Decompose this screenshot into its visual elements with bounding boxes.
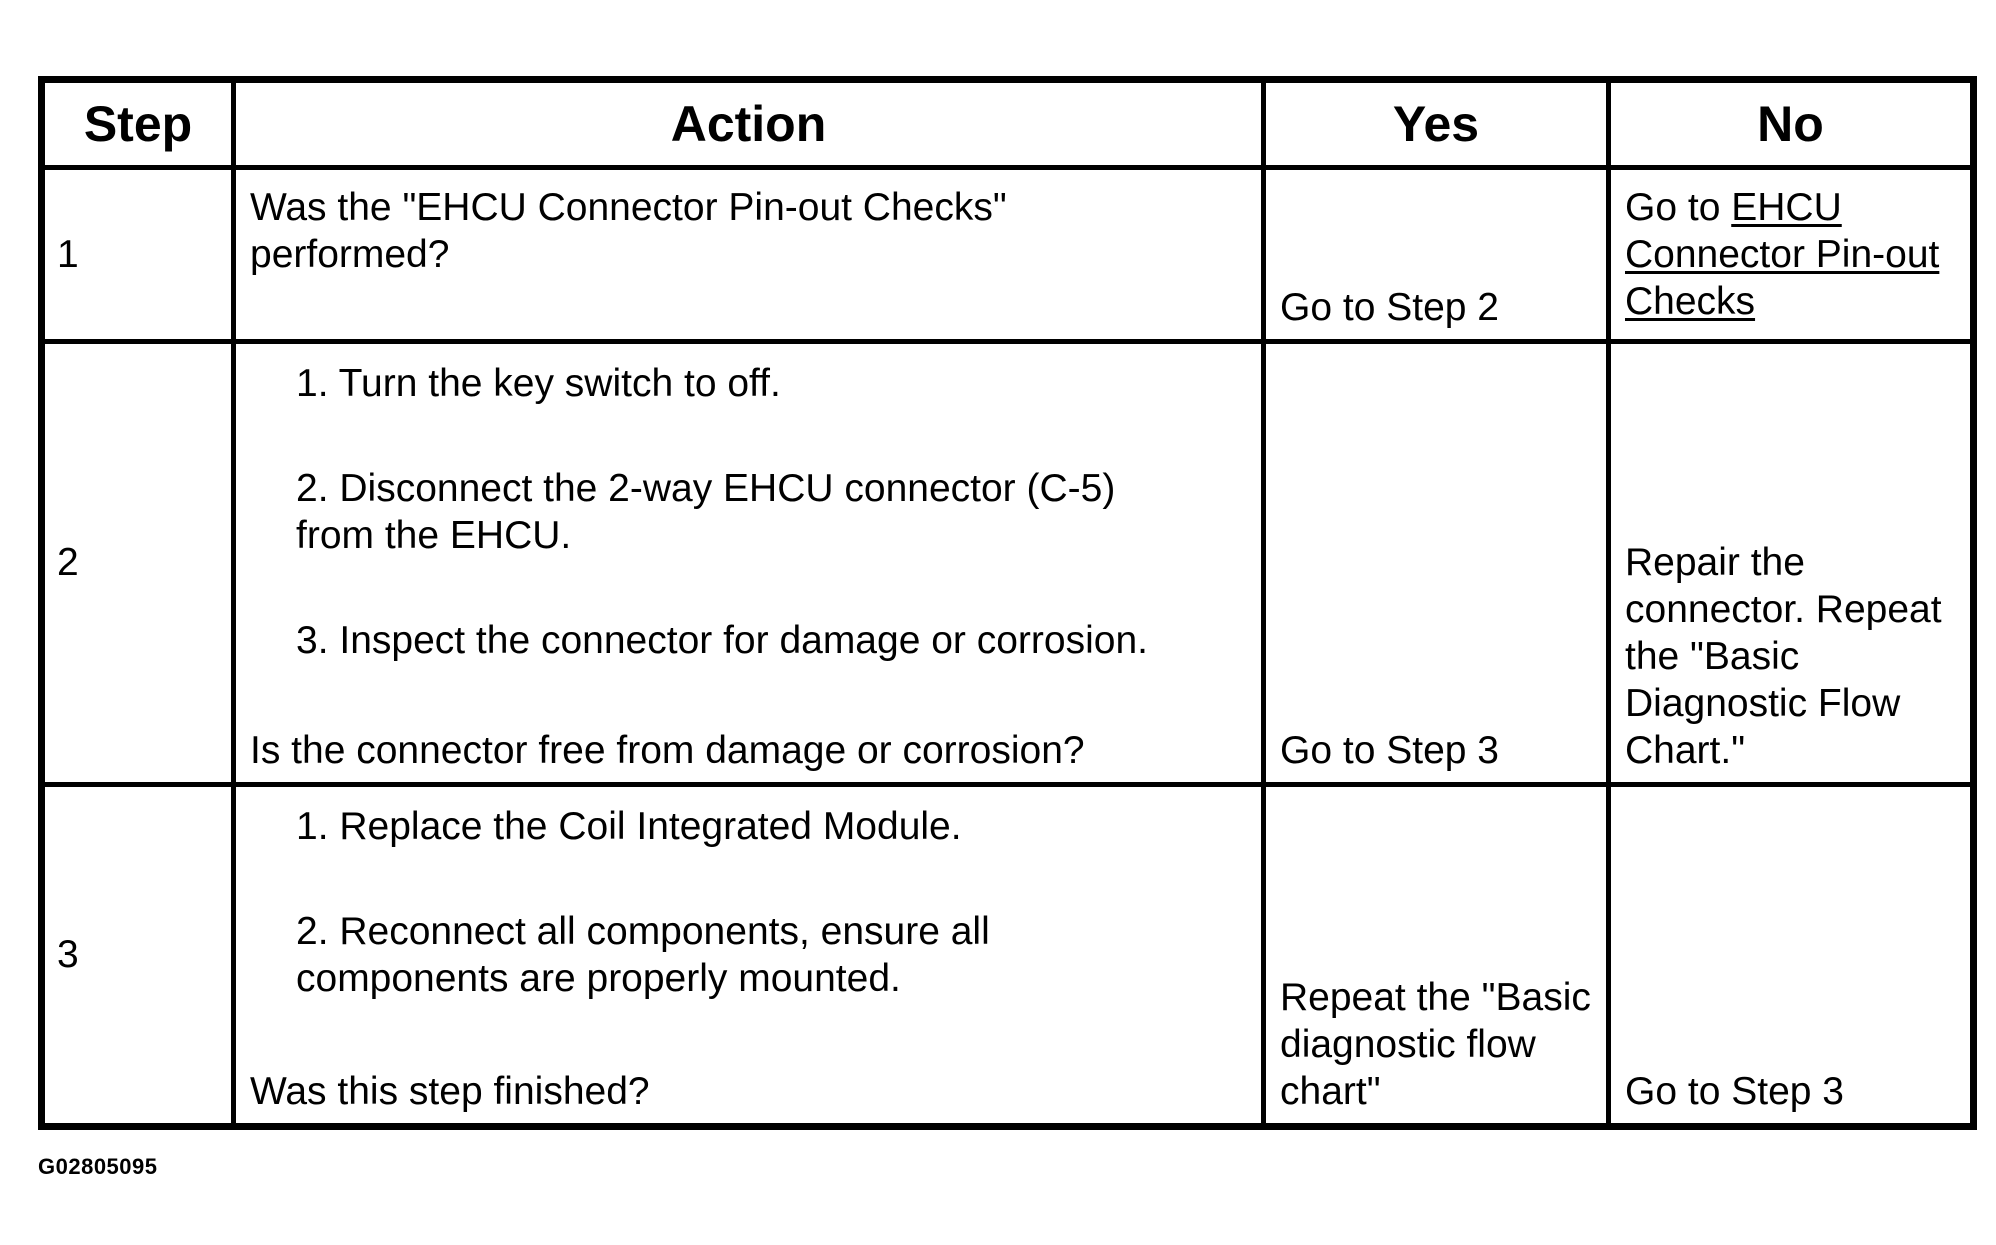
yes-text: Go to Step 3 xyxy=(1280,728,1499,772)
yes-cell xyxy=(1280,787,1592,1123)
ehcu-connector-pinout-checks-link[interactable]: EHCU Connector Pin-out Checks xyxy=(1625,186,1940,323)
action-substep: 3. Inspect the connector for damage or corrosion. xyxy=(296,619,1148,663)
action-question: Was this step finished? xyxy=(250,1070,650,1113)
no-cell xyxy=(1625,344,1956,782)
yes-text: Repeat the "Basic diagnostic flow chart" xyxy=(1280,976,1591,1113)
no-text: Repair the connector. Repeat the "Basic Diagnostic Flow Chart." xyxy=(1625,540,1942,772)
header-no: No xyxy=(1609,80,1974,168)
header-yes: Yes xyxy=(1264,80,1609,168)
no-text xyxy=(1625,184,1956,325)
step-number: 1 xyxy=(42,168,234,342)
yes-text: Go to Step 2 xyxy=(1280,286,1499,330)
table-header-row xyxy=(42,80,1974,168)
table-row xyxy=(42,784,1974,1126)
yes-cell xyxy=(1280,344,1592,782)
table-row xyxy=(42,342,1974,785)
action-substep: 2. Reconnect all components, ensure all components are properly mounted. xyxy=(296,909,990,1000)
action-substep: 2. Disconnect the 2-way EHCU connector (C-5) from the EHCU. xyxy=(296,467,1116,558)
figure-id: G02805095 xyxy=(38,1154,158,1179)
action-substep: 1. Replace the Coil Integrated Module. xyxy=(296,804,962,848)
no-cell xyxy=(1625,170,1956,339)
action-question: Is the connector free from damage or corrosion? xyxy=(250,728,1085,772)
action-text: Was the "EHCU Connector Pin-out Checks" performed? xyxy=(250,186,1007,276)
diagnostic-table xyxy=(38,76,1977,1130)
table-row xyxy=(42,168,1974,342)
no-text: Go to Step 3 xyxy=(1625,1070,1844,1113)
action-cell xyxy=(250,787,1247,1123)
header-action: Action xyxy=(234,80,1264,168)
action-substep: 1. Turn the key switch to off. xyxy=(296,362,781,406)
header-step: Step xyxy=(42,80,234,168)
yes-cell xyxy=(1280,170,1592,339)
action-cell xyxy=(250,170,1247,339)
no-cell xyxy=(1625,787,1956,1123)
step-number: 2 xyxy=(42,342,234,785)
no-prefix: Go to xyxy=(1625,186,1732,229)
action-cell xyxy=(250,344,1247,782)
step-number: 3 xyxy=(42,784,234,1126)
